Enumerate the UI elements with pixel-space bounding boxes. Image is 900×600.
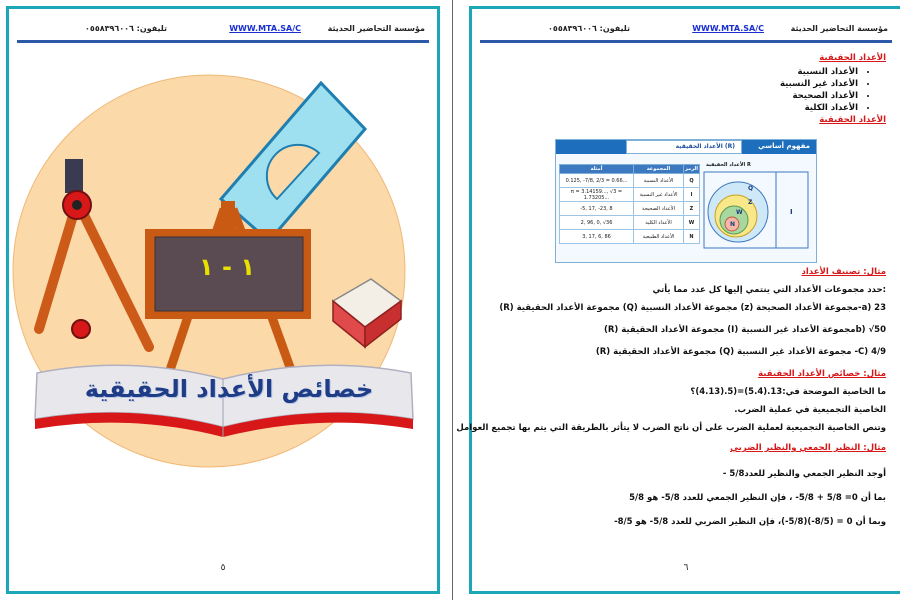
cell-examples: 0.125, -7/8, 2/3 = 0.66... (560, 174, 634, 188)
content-page (456, 6, 900, 594)
concept-tab-label: الأعداد الحقيقية (R) (675, 143, 735, 150)
cell-set: الأعداد النسبية (634, 174, 684, 188)
cell-symbol: I (684, 188, 700, 202)
col-header-examples: أمثلة (560, 165, 634, 174)
cell-examples: -5, 17, -23, 8 (560, 202, 634, 216)
col-header-symbol: الرمز (685, 166, 698, 172)
cell-symbol: N (684, 230, 700, 244)
cover-illustration (9, 9, 443, 597)
venn-label-n: N (730, 221, 736, 228)
concept-tab (626, 140, 742, 154)
cell-set: الأعداد الطبيعية (634, 230, 684, 244)
col-header-set: المجموعة (634, 165, 684, 174)
venn-title: الأعداد الحقيقية R (706, 162, 751, 168)
venn-diagram (702, 170, 810, 250)
example2-heading: مثال: خصائص الأعداد الحقيقية (758, 369, 886, 379)
table-row (560, 202, 700, 216)
cell-examples: 3, 17, 6, 86 (560, 230, 634, 244)
header-website[interactable]: WWW.MTA.SA/C (692, 24, 764, 33)
cell-symbol: Z (684, 202, 700, 216)
list-item: • الأعداد الكلية (780, 102, 858, 114)
example2-note: وتنص الخاصية التجميعية لعملية الضرب على أن ناتج الضرب لا يتأثر بالطريقة التي يتم بها تجميع العوامل (456, 423, 886, 433)
concept-box (555, 139, 817, 263)
heading-real-numbers: الأعداد الحقيقية (819, 53, 886, 63)
heading-real-numbers-2: الأعداد الحقيقية (819, 115, 886, 125)
list-item: • الأعداد غير النسبية (780, 78, 858, 90)
header-website[interactable]: WWW.MTA.SA/C (229, 24, 301, 33)
page-header (480, 17, 892, 43)
example1-b: b) √50مجموعة الأعداد غير النسبية (I) مجموعة الأعداد الحقيقية (R) (603, 325, 886, 335)
concept-title: مفهوم أساسي (758, 142, 810, 150)
header-phone: تليفون: ٠٥٥٨٣٩٦٠٠٦ (548, 24, 630, 33)
venn-label-z: Z (748, 199, 753, 206)
header-phone: تليفون: ٠٥٥٨٣٩٦٠٠٦ (85, 24, 167, 33)
cell-examples: 2, 96, 0, √36 (560, 216, 634, 230)
page-number: ٦ (683, 563, 689, 573)
example3-line1: بما أن 0= 5/8 + 5/8- ، فإن النظير الجمعي للعدد 5/8- هو 5/8 (629, 493, 886, 503)
cover-title: خصائص الأعداد الحقيقية (84, 375, 374, 403)
page-gutter (452, 0, 453, 600)
example2-question: ما الخاصية الموضحة في:13.(5.4)=(5.(4.13)؟ (690, 387, 886, 397)
table-row (560, 174, 700, 188)
number-sets-list (780, 66, 886, 114)
venn-label-w: W (736, 209, 743, 216)
table-row (560, 216, 700, 230)
example3-line2: وبما أن 0 = (8/5-)(5/8-)، فإن النظير الضربي للعدد 5/8- هو 8/5- (614, 517, 886, 527)
list-item: • الأعداد النسبية (780, 66, 858, 78)
example1-prompt: :حدد مجموعات الأعداد التي ينتمي إليها كل عدد مما يأتي (652, 285, 886, 295)
example1-a: a) 23-مجموعة الأعداد الصحيحة (z) مجموعة الأعداد النسبية (Q) مجموعة الأعداد الحقيقية (R) (499, 303, 886, 313)
example2-answer: الخاصية التجميعية في عملية الضرب. (734, 405, 886, 415)
example1-heading: مثال: تصنيف الأعداد (801, 267, 886, 277)
number-sets-table (559, 164, 700, 244)
cell-set: الأعداد الكلية (634, 216, 684, 230)
example1-c: C) 4/9- مجموعة الأعداد غير النسبية (Q) مجموعة الأعداد الحقيقية (R) (595, 347, 886, 357)
cell-symbol: W (684, 216, 700, 230)
example3-question: أوجد النظير الجمعي والنظير للعدد5/8 - (722, 469, 886, 479)
example3-heading: مثال: النظير الجمعي والنظير الضربي (730, 443, 886, 453)
page-number: ٥ (220, 563, 226, 573)
cell-symbol: Q (684, 174, 700, 188)
table-row (560, 188, 700, 202)
venn-label-i: I (790, 208, 793, 216)
cell-set: الأعداد الصحيحة (634, 202, 684, 216)
venn-label-q: Q (748, 185, 754, 192)
table-row (560, 230, 700, 244)
cell-set: الأعداد غير النسبية (634, 188, 684, 202)
list-item: • الأعداد الصحيحة (780, 90, 858, 102)
cover-page (6, 6, 440, 594)
board-lesson-number: ١ - ١ (199, 253, 255, 281)
header-org: مؤسسة التحاضير الحديثة (790, 24, 888, 33)
cell-examples: π = 3.14159..., √3 = 1.73205... (560, 188, 634, 202)
header-org: مؤسسة التحاضير الحديثة (327, 24, 425, 33)
